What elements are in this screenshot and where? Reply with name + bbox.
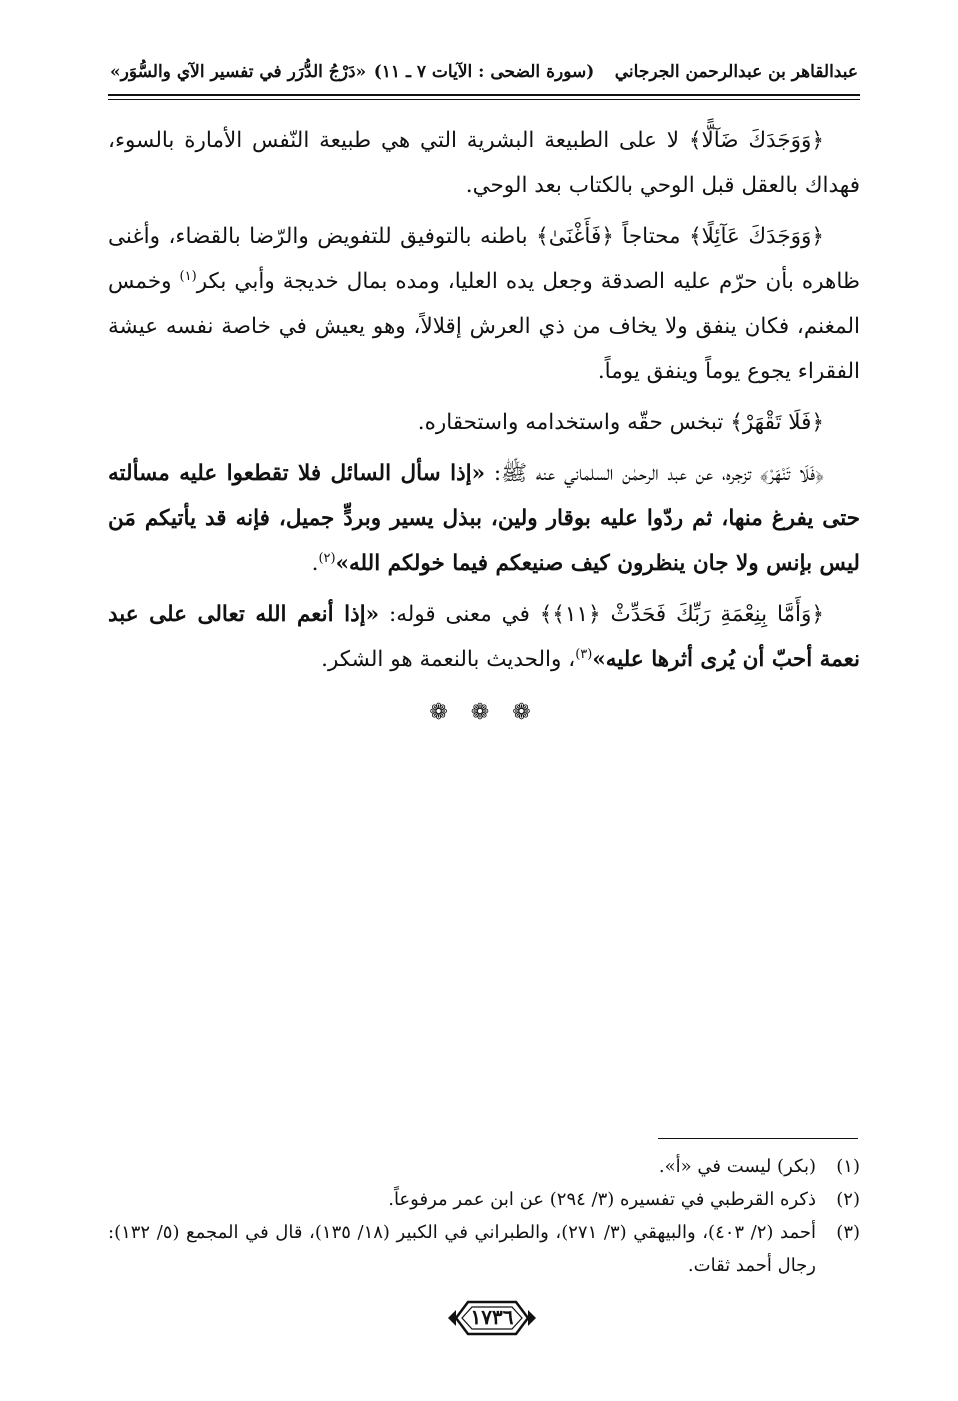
hadith-text: «إذا سأل السائل فلا تقطعوا عليه مسألته حتى يفرغ منها، ثم ردّوا عليه بوقار ولين، ببذل يسير وبردٍّ جميل، فإنه قد يأتيكم مَن ليس بإنس ولا جان ينظرون كيف صنيعكم فيما خولكم الله» — [108, 461, 860, 576]
paragraph-4 — [108, 451, 860, 586]
paragraph-text: باطنه بالتوفيق للتفويض والرّضا بالقضاء، وأغنى ظاهره بأن حرّم عليه الصدقة وجعل يده العليا، ومده بمال خديجة وأبي بكر — [108, 224, 860, 294]
quran-quote: ﴿فَأَغْنَىٰ﴾ — [536, 224, 614, 249]
header-surah-verses: (سورة الضحى : الآيات ٧ ـ ١١) — [373, 62, 595, 82]
running-header — [110, 62, 858, 92]
footnote-ref: (١) — [179, 268, 197, 284]
hadith-text: «إذا أنعم الله تعالى على عبد نعمة أحبّ أن يُرى أثرها عليه» — [108, 602, 860, 672]
paragraph-1 — [108, 118, 860, 208]
paragraph-text: وخمس المغنم، فكان ينفق ولا يخاف من ذي العرش إقلالاً، وهو يعيش في خاصة نفسه عيشة الفقراء يجوع يوماً وينفق يوماً. — [108, 269, 860, 384]
quran-quote: ﴿وَوَجَدَكَ ضَآلًّا﴾ — [688, 128, 824, 153]
footnotes — [108, 1150, 860, 1282]
quran-quote: ﴿فَلَا تَقْهَرْ﴾ — [730, 410, 824, 435]
page-number-badge — [446, 1298, 538, 1338]
section-separator-icon: ❁ ❁ ❁ — [429, 700, 539, 725]
header-rule-thin — [108, 99, 860, 100]
paragraph-2 — [108, 214, 860, 394]
paragraph-text: محتاجاً — [613, 224, 690, 249]
paragraph-text: تزجره، عن عبد الرحمٰن السلماني عنه ﷺ: — [485, 461, 760, 486]
footnote-2 — [108, 1183, 860, 1216]
footnote-ref: (٣) — [575, 646, 593, 662]
header-book-title: «دَرْجُ الدُّرَر في تفسير الآي والسُّوَر» — [110, 62, 367, 82]
quran-quote: ﴿وَوَجَدَكَ عَآئِلًا﴾ — [689, 224, 824, 249]
footnote-number: (٢) — [836, 1189, 860, 1210]
paragraph-text: في معنى قوله: — [379, 602, 540, 627]
footnote-text: أحمد (٢/ ٤٠٣)، والبيهقي (٣/ ٢٧١)، والطبراني في الكبير (١٨/ ١٣٥)، قال في المجمع (٥/ ١٣٢): رجال أحمد ثقات. — [108, 1222, 817, 1276]
main-text — [108, 118, 860, 735]
footnote-number: (٣) — [836, 1222, 861, 1243]
footnote-3 — [108, 1216, 860, 1282]
paragraph-text: لا على الطبيعة البشرية التي هي طبيعة النّفس الأمارة بالسوء، فهداك بالعقل قبل الوحي بالكتاب بعد الوحي. — [108, 128, 860, 198]
quran-quote: ﴿فَلَا تَنْهَرْ﴾ — [759, 461, 824, 486]
footnote-1 — [108, 1150, 860, 1183]
footnote-number: (١) — [836, 1156, 860, 1177]
header-rule-thick — [108, 94, 860, 96]
footnote-text: ذكره القرطبي في تفسيره (٣/ ٢٩٤) عن ابن عمر مرفوعاً. — [388, 1189, 816, 1210]
paragraph-text: ، والحديث بالنعمة هو الشكر. — [321, 647, 576, 672]
page-number: ١٧٣٦ — [470, 1305, 514, 1329]
quran-quote: ﴿وَأَمَّا بِنِعْمَةِ رَبِّكَ فَحَدِّثْ ﴿١١﴾﴾ — [539, 602, 824, 627]
paragraph-3 — [108, 400, 860, 445]
paragraph-text: تبخس حقّه واستخدامه واستحقاره. — [417, 410, 731, 435]
paragraph-5 — [108, 592, 860, 682]
footnote-rule — [658, 1138, 858, 1139]
footnote-text: (بكر) ليست في «أ». — [658, 1156, 816, 1177]
header-author: عبدالقاهر بن عبدالرحمن الجرجاني — [614, 62, 858, 82]
footnote-ref: (٢) — [318, 550, 336, 566]
paragraph-text: . — [311, 551, 319, 576]
